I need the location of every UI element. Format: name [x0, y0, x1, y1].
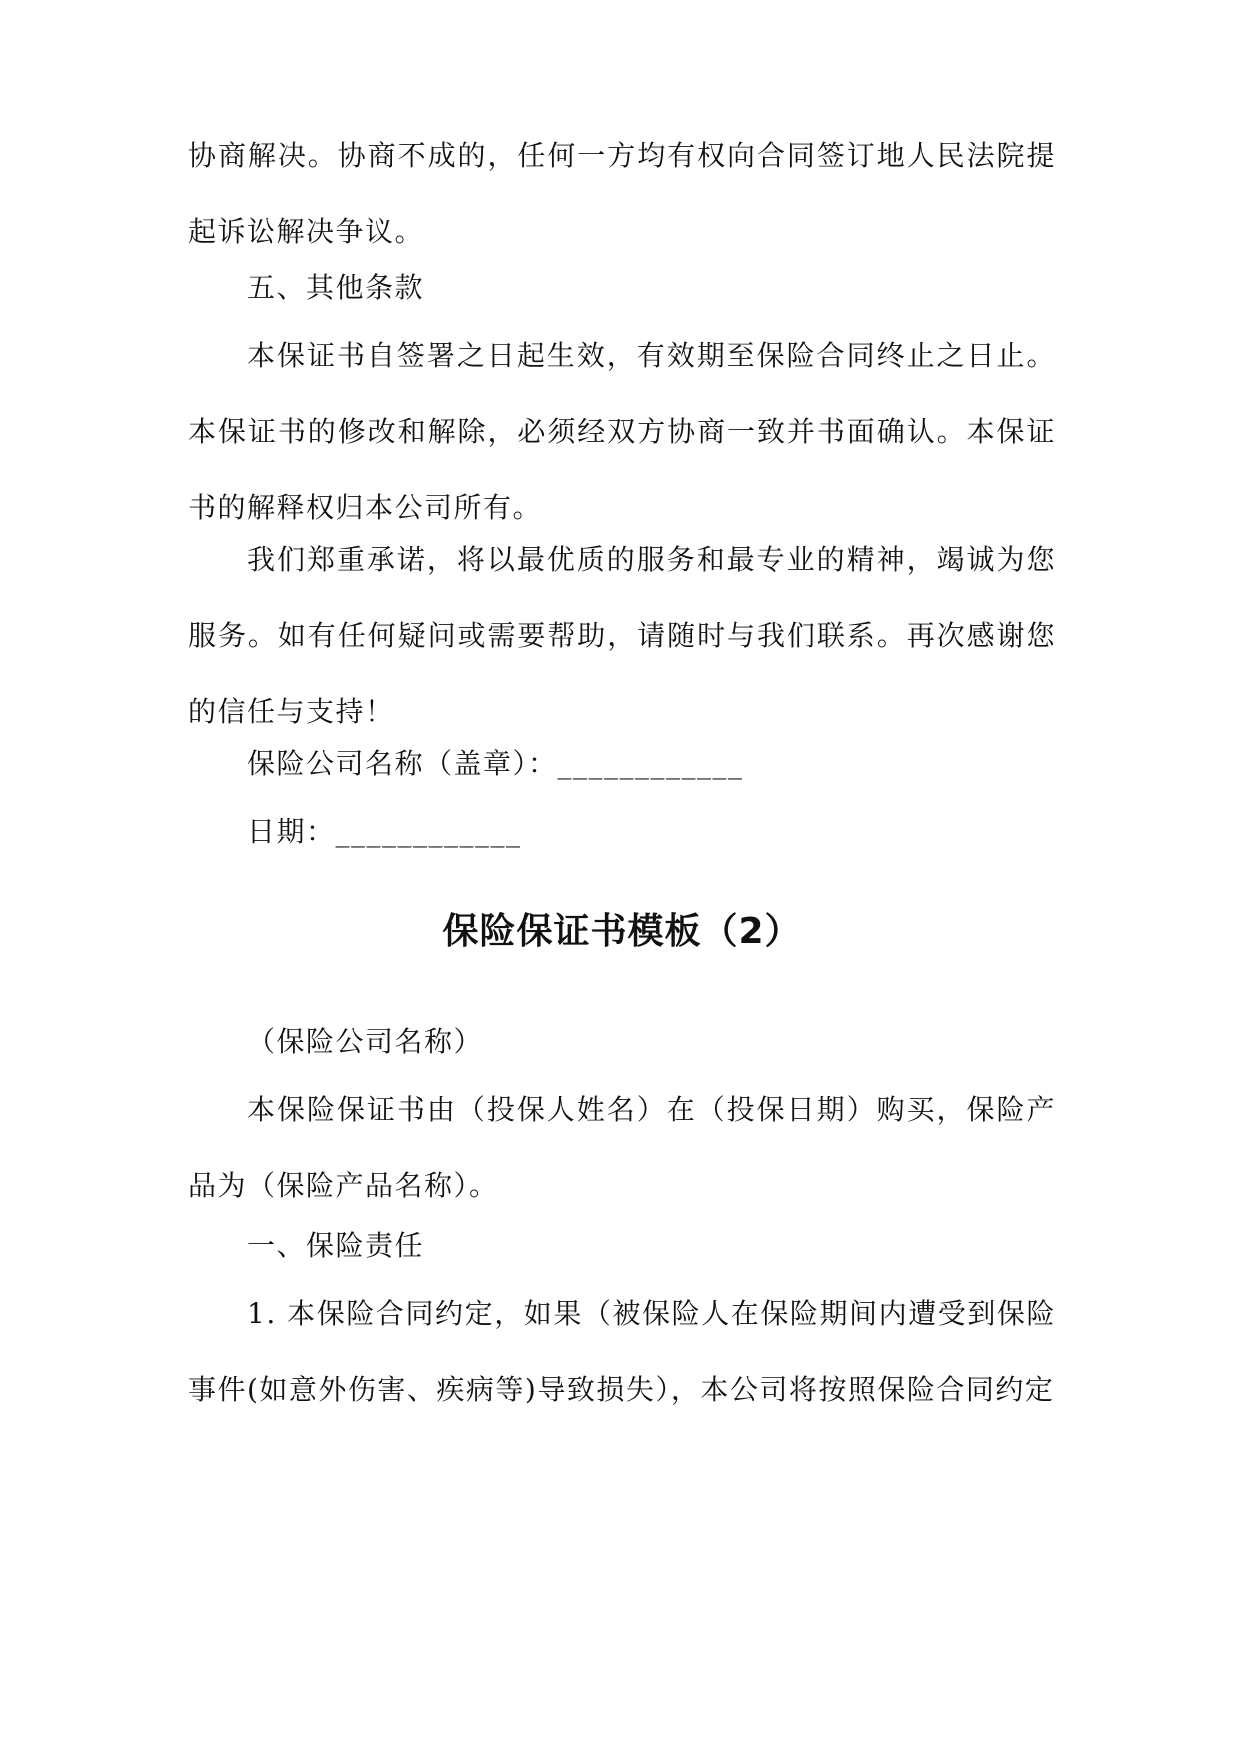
signature-company-line: 保险公司名称（盖章）：____________: [247, 747, 744, 780]
section-five-heading: 五、其他条款: [247, 271, 425, 304]
section-one-heading: 一、保险责任: [247, 1229, 425, 1262]
paragraph-commitment: 我们郑重承诺，将以最优质的服务和最专业的精神，竭诚为您服务。如有任何疑问或需要帮助，请随时与我们联系。再次感谢您的信任与支持！: [188, 543, 1056, 728]
paragraph-intro: 本保险保证书由（投保人姓名）在（投保日期）购买，保险产品为（保险产品名称）。: [188, 1093, 1056, 1202]
item-1-paragraph: 1. 本保险合同约定，如果（被保险人在保险期间内遭受到保险事件(如意外伤害、疾病等)导致损失），本公司将按照保险合同约定: [188, 1297, 1056, 1406]
company-name-placeholder: （保险公司名称）: [247, 1025, 484, 1058]
template-2-title: 保险保证书模板（2）: [442, 911, 802, 952]
signature-date-line: 日期：____________: [247, 815, 522, 848]
paragraph-validity: 本保证书自签署之日起生效，有效期至保险合同终止之日止。本保证书的修改和解除，必须经双方协商一致并书面确认。本保证书的解释权归本公司所有。: [188, 339, 1056, 524]
paragraph-dispute-resolution-end: 协商解决。协商不成的，任何一方均有权向合同签订地人民法院提起诉讼解决争议。: [188, 139, 1056, 248]
